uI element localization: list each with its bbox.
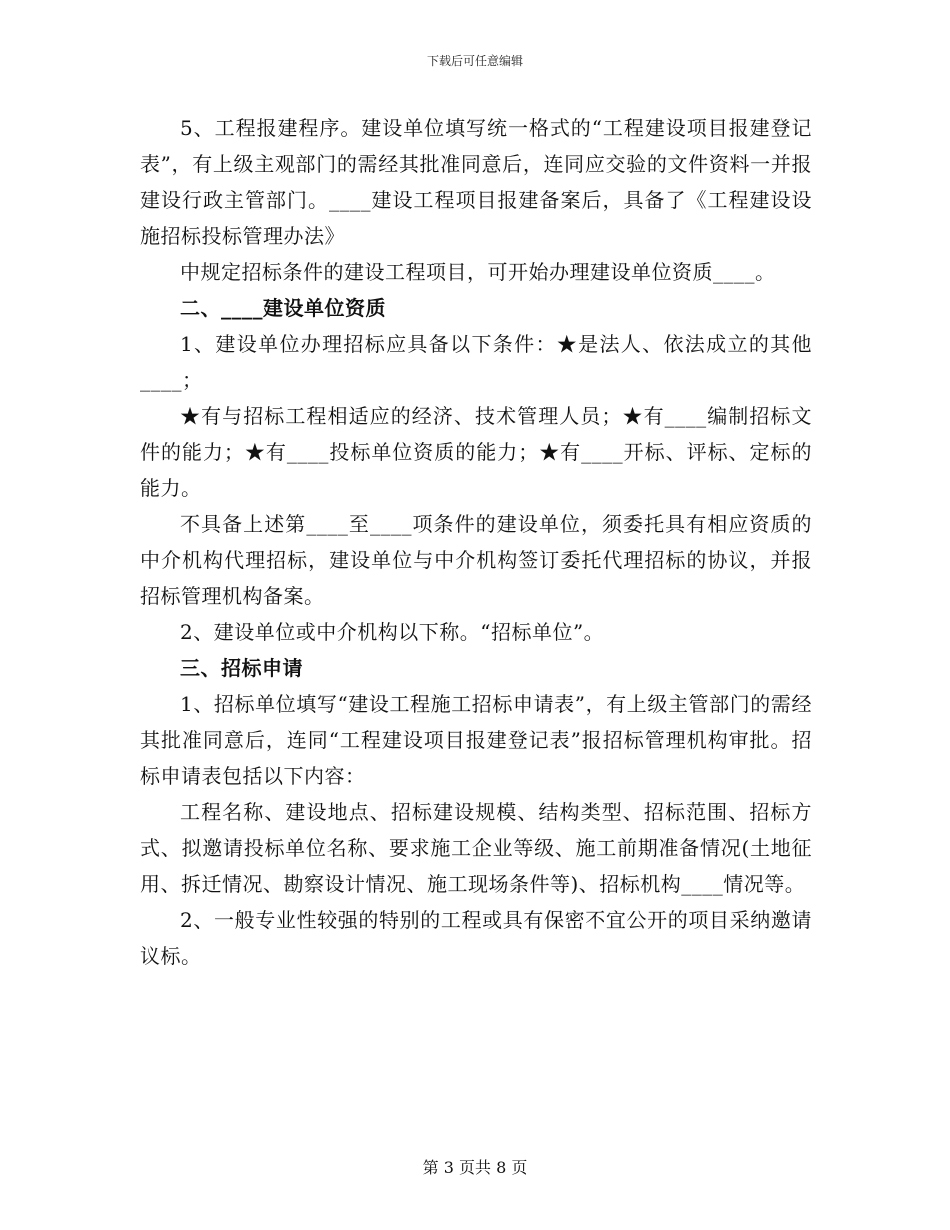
paragraph-4: ★有与招标工程相适应的经济、技术管理人员；★有____编制招标文件的能力；★有____投标单位资质的能力；★有____开标、评标、定标的能力。 bbox=[140, 404, 812, 500]
paragraph-1: 5、工程报建程序。建设单位填写统一格式的“工程建设项目报建登记表”，有上级主观部门的需经其批准同意后，连同应交验的文件资料一并报建设行政主管部门。____建设工程项目报建备案后，具备了《工程建设设施招标投标管理办法》 bbox=[140, 116, 812, 248]
paragraph-6: 2、建设单位或中介机构以下称。“招标单位”。 bbox=[180, 620, 605, 644]
paragraph-9: 2、一般专业性较强的特别的工程或具有保密不宜公开的项目采纳邀请议标。 bbox=[140, 908, 812, 968]
page-header: 下载后可任意编辑 bbox=[426, 54, 523, 68]
paragraph-5: 不具备上述第____至____项条件的建设单位，须委托具有相应资质的中介机构代理招标，建设单位与中介机构签订委托代理招标的协议，并报招标管理机构备案。 bbox=[140, 512, 812, 608]
document-body bbox=[140, 110, 812, 974]
paragraph-7: 1、招标单位填写“建设工程施工招标申请表”，有上级主管部门的需经其批准同意后，连同“工程建设项目报建登记表”报招标管理机构审批。招标申请表包括以下内容： bbox=[140, 692, 812, 788]
paragraph-2: 中规定招标条件的建设工程项目，可开始办理建设单位资质____。 bbox=[180, 260, 776, 284]
section-heading-2: 二、____建设单位资质 bbox=[180, 296, 386, 320]
section-heading-3: 三、招标申请 bbox=[180, 656, 303, 680]
page-footer: 第 3 页共 8 页 bbox=[422, 1158, 528, 1177]
paragraph-3: 1、建设单位办理招标应具备以下条件：★是法人、依法成立的其他____； bbox=[140, 332, 812, 392]
paragraph-8: 工程名称、建设地点、招标建设规模、结构类型、招标范围、招标方式、拟邀请投标单位名称、要求施工企业等级、施工前期准备情况(土地征用、拆迁情况、勘察设计情况、施工现场条件等)、招标机构____情况等。 bbox=[140, 800, 812, 896]
